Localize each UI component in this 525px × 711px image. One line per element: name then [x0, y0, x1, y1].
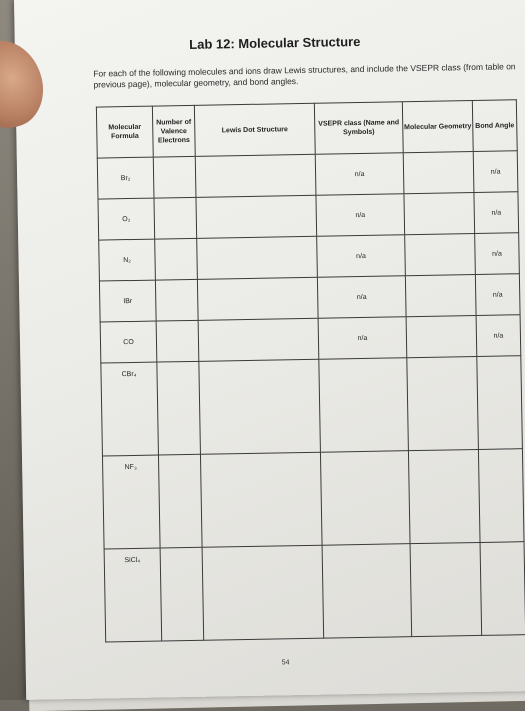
vsepr-cell: n/a [315, 153, 404, 196]
geometry-cell[interactable] [410, 542, 482, 636]
geometry-cell[interactable] [405, 233, 476, 275]
formula-cell: O₂ [98, 198, 155, 240]
valence-cell[interactable] [157, 361, 201, 455]
bond-angle-cell: n/a [476, 315, 521, 357]
molecule-table [96, 99, 525, 642]
formula-cell: Br₂ [97, 157, 154, 199]
valence-cell[interactable] [155, 279, 198, 321]
bond-angle-cell: n/a [475, 274, 520, 316]
vsepr-cell: n/a [317, 276, 406, 319]
formula-cell: IBr [99, 280, 156, 322]
header-valence-electrons: Number of Valence Electrons [152, 105, 195, 157]
lewis-cell[interactable] [198, 318, 319, 361]
geometry-cell[interactable] [404, 193, 475, 235]
header-lewis-dot-structure: Lewis Dot Structure [194, 103, 315, 156]
lewis-cell[interactable] [197, 277, 318, 320]
table-row [97, 151, 518, 199]
table-row [98, 192, 519, 240]
instructions-text: For each of the following molecules and ions draw Lewis structures, and include the VSEPR class (from table on previous page), molecular geometry, and bond angles. [93, 61, 516, 90]
table-row [99, 274, 520, 322]
header-bond-angle: Bond Angle [472, 100, 517, 152]
lewis-cell[interactable] [200, 452, 322, 547]
vsepr-cell[interactable] [322, 544, 412, 639]
valence-cell[interactable] [156, 320, 199, 362]
table-row [99, 233, 520, 281]
vsepr-cell: n/a [318, 317, 407, 360]
worksheet-page [14, 0, 525, 700]
formula-cell: NF₃ [102, 455, 160, 549]
table-row [101, 356, 523, 456]
valence-cell[interactable] [153, 156, 196, 198]
table-row [102, 449, 524, 549]
lewis-cell[interactable] [195, 154, 316, 197]
vsepr-cell[interactable] [319, 358, 409, 453]
geometry-cell[interactable] [403, 152, 474, 194]
valence-cell[interactable] [160, 547, 204, 641]
lewis-cell[interactable] [196, 195, 317, 238]
bond-angle-cell: n/a [473, 151, 518, 193]
vsepr-cell: n/a [317, 235, 406, 278]
formula-cell: CO [100, 321, 157, 363]
header-vsepr-class: VSEPR class (Name and Symbols) [314, 102, 403, 155]
vsepr-cell[interactable] [320, 451, 410, 546]
bond-angle-cell: n/a [474, 192, 519, 234]
table-row [100, 315, 521, 363]
header-molecular-formula: Molecular Formula [96, 106, 153, 158]
table-row [104, 542, 525, 642]
geometry-cell[interactable] [406, 315, 477, 357]
lewis-cell[interactable] [199, 359, 321, 454]
geometry-cell[interactable] [408, 449, 480, 543]
formula-cell: N₂ [99, 239, 156, 281]
bond-angle-cell: n/a [475, 233, 520, 275]
valence-cell[interactable] [154, 197, 197, 239]
geometry-cell[interactable] [405, 274, 476, 316]
header-molecular-geometry: Molecular Geometry [402, 101, 473, 153]
bond-angle-cell[interactable] [478, 449, 524, 543]
table-header-row [96, 100, 517, 158]
bond-angle-cell[interactable] [480, 542, 525, 636]
bond-angle-cell[interactable] [477, 356, 523, 450]
lewis-cell[interactable] [197, 236, 318, 279]
page-title: Lab 12: Molecular Structure [189, 33, 361, 52]
valence-cell[interactable] [155, 238, 198, 280]
vsepr-cell: n/a [316, 194, 405, 237]
valence-cell[interactable] [158, 454, 202, 548]
lewis-cell[interactable] [202, 545, 324, 640]
formula-cell: SiCl₄ [104, 548, 162, 642]
geometry-cell[interactable] [407, 356, 479, 450]
formula-cell: CBr₄ [101, 362, 159, 456]
page-number: 54 [281, 659, 290, 667]
